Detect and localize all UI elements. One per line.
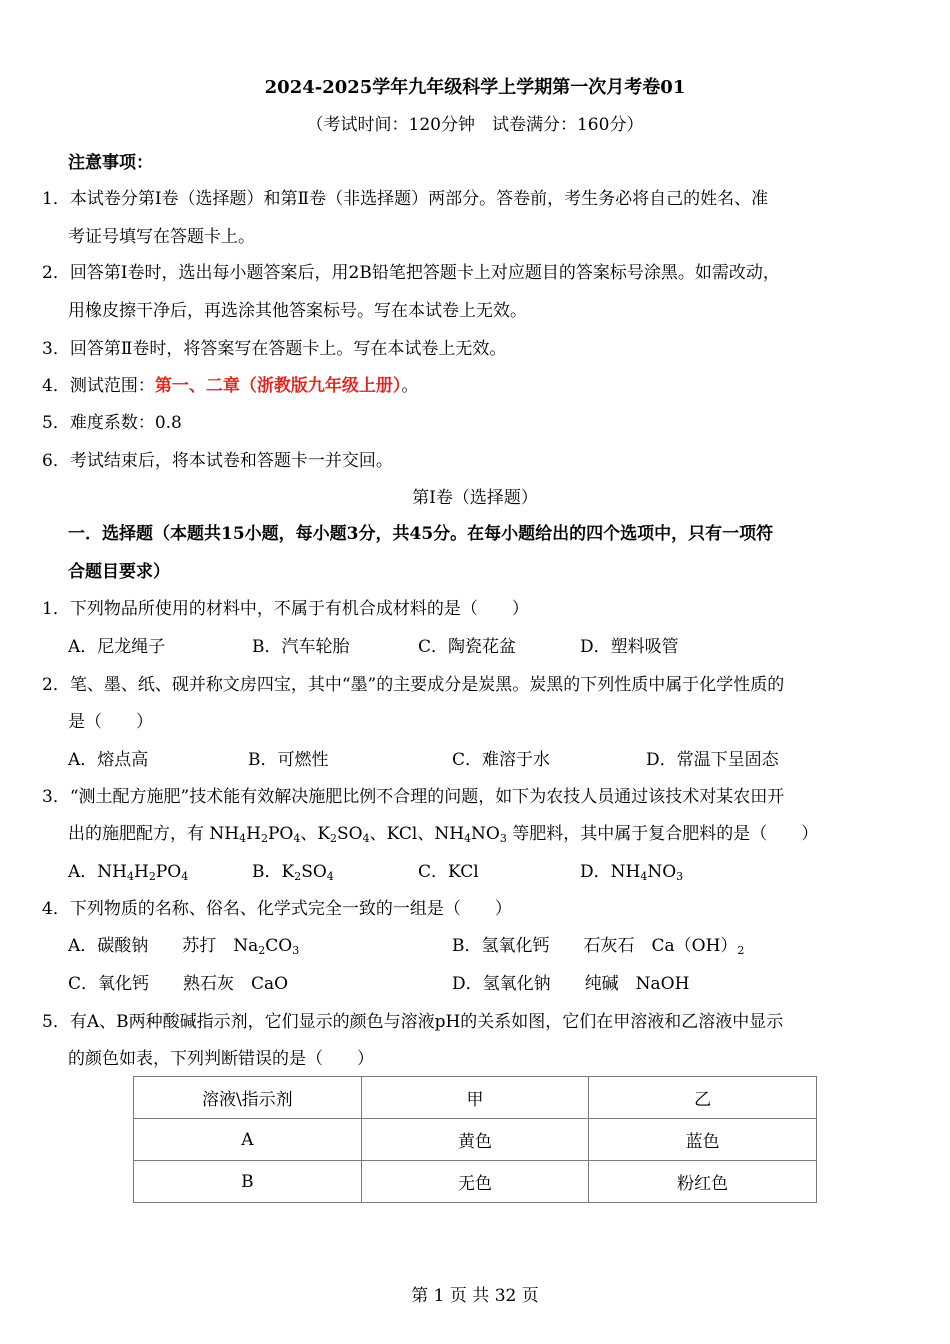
note-4: 4．测试范围：第一、二章（浙教版九年级上册）。 [42,376,419,396]
note-1: 1．本试卷分第Ⅰ卷（选择题）和第Ⅱ卷（非选择题）两部分。答卷前，考生务必将自己的姓名、准 [42,189,769,209]
note-3: 3．回答第Ⅱ卷时，将答案写在答题卡上。写在本试卷上无效。 [42,339,507,359]
table-row [134,1119,817,1161]
table-row [134,1161,817,1203]
note-2: 2．回答第Ⅰ卷时，选出每小题答案后，用2B铅笔把答题卡上对应题目的答案标号涂黑。如需改动， [42,263,780,283]
q4-option-c[interactable]: C．氧化钙 熟石灰 CaO [68,974,289,994]
question-3-stem-cont: 出的施肥配方，有 $NH_4H_2PO_4$、$K_2SO_4$、KCl、$NH_4NO_3$ 等肥料，其中属于复合肥料的是（ ） [68,824,819,845]
q4-option-a[interactable]: A．碳酸钠 苏打 $Na_2CO_3$ [68,936,300,957]
part-heading: 一．选择题（本题共15小题，每小题3分，共45分。在每小题给出的四个选项中，只有一项符 [68,524,774,544]
question-2-stem: 2．笔、墨、纸、砚并称文房四宝，其中“墨”的主要成分是炭黑。炭黑的下列性质中属于化学性质的 [42,675,785,695]
question-2-stem-cont: 是（ ） [68,712,153,732]
test-scope: 第一、二章（浙教版九年级上册） [154,376,402,396]
question-4-stem: 4．下列物质的名称、俗名、化学式完全一致的一组是（ ） [42,899,512,919]
note-5: 5．难度系数：0.8 [42,413,182,433]
table-cell: 粉红色 [589,1161,817,1203]
q3-option-b[interactable]: B．$K_2SO_4$ [252,862,334,883]
q3-option-c[interactable]: C．KCl [418,862,479,882]
q3-option-a[interactable]: A．$NH_4H_2PO_4$ [68,862,189,883]
question-5-stem: 5．有A、B两种酸碱指示剂，它们显示的颜色与溶液pH的关系如图，它们在甲溶液和乙溶液中显示 [42,1012,784,1032]
question-3-stem: 3．“测土配方施肥”技术能有效解决施肥比例不合理的问题，如下为农技人员通过该技术对某农田开 [42,787,785,807]
table-cell: 无色 [361,1161,589,1203]
table-header-cell: 溶液\指示剂 [134,1077,362,1119]
table-header-cell: 乙 [589,1077,817,1119]
table-cell: B [134,1161,362,1203]
q1-option-a[interactable]: A．尼龙绳子 [68,637,166,657]
question-1-stem: 1．下列物品所使用的材料中，不属于有机合成材料的是（ ） [42,599,529,619]
section-title: 第Ⅰ卷（选择题） [412,488,538,508]
table-cell: 黄色 [361,1119,589,1161]
q4-option-b[interactable]: B．氢氧化钙 石灰石 $Ca(OH)_2$ [452,936,745,957]
table-header-cell: 甲 [361,1077,589,1119]
fertilizer-list: $NH_4H_2PO_4$、$K_2SO_4$、KCl、$NH_4NO_3$ [209,824,507,845]
table-cell: A [134,1119,362,1161]
page-footer: 第 1 页 共 32 页 [411,1286,539,1306]
q1-option-d[interactable]: D．塑料吸管 [580,637,679,657]
question-5-stem-cont: 的颜色如表，下列判断错误的是（ ） [68,1049,374,1069]
q4-option-d[interactable]: D．氢氧化钠 纯碱 NaOH [452,974,690,994]
note-1-cont: 考证号填写在答题卡上。 [68,227,255,247]
notes-heading: 注意事项： [68,153,153,173]
q2-option-d[interactable]: D．常温下呈固态 [646,750,779,770]
exam-subtitle: （考试时间：120分钟 试卷满分：160分） [306,115,644,135]
note-6: 6．考试结束后，将本试卷和答题卡一并交回。 [42,451,393,471]
q2-option-c[interactable]: C．难溶于水 [452,750,551,770]
q2-option-a[interactable]: A．熔点高 [68,750,149,770]
exam-title: 2024-2025学年九年级科学上学期第一次月考卷01 [264,77,686,98]
table-cell: 蓝色 [589,1119,817,1161]
q1-option-c[interactable]: C．陶瓷花盆 [418,637,517,657]
q3-option-d[interactable]: D．$NH_4NO_3$ [580,862,684,883]
q2-option-b[interactable]: B．可燃性 [248,750,329,770]
q1-option-b[interactable]: B．汽车轮胎 [252,637,350,657]
part-heading-cont: 合题目要求） [68,562,170,582]
table-header-row [134,1077,817,1119]
note-2-cont: 用橡皮擦干净后，再选涂其他答案标号。写在本试卷上无效。 [68,301,527,321]
indicator-color-table [133,1076,817,1203]
